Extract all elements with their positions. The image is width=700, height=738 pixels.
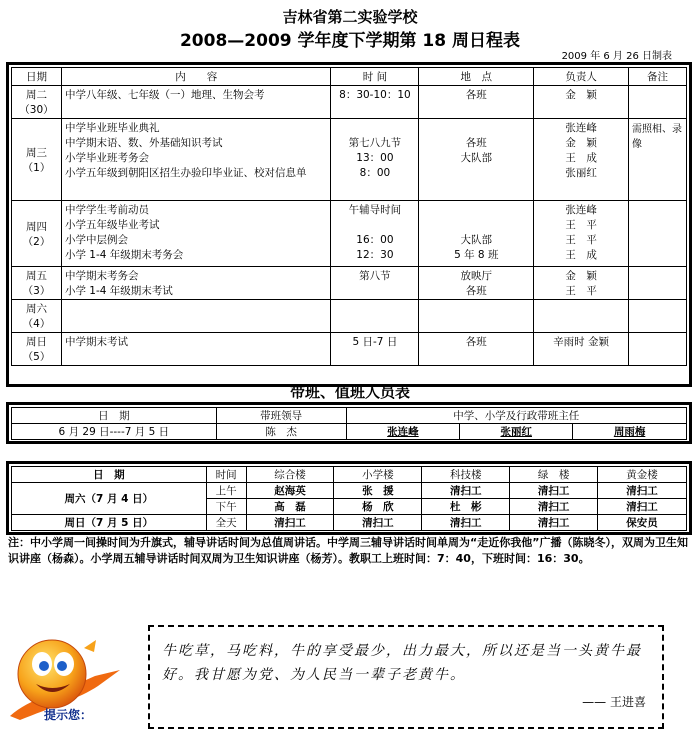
schedule-owner-line: 张连峰: [565, 204, 597, 216]
schedule-content-line: 中学期末考务会: [64, 270, 139, 282]
schedule-day: [12, 267, 62, 300]
tip-label: 提示您：: [44, 708, 93, 722]
schedule-time-line: [334, 217, 415, 232]
schedule-day: [12, 201, 62, 267]
schedule-time-line: 5 日-7 日: [352, 336, 398, 348]
schedule-header-row: [12, 68, 687, 86]
schedule-note: [629, 267, 687, 300]
schedule-content-line: 中学学生考前动员: [64, 204, 149, 216]
schedule-content: [61, 119, 331, 201]
schedule-place-line: 大队部: [460, 152, 493, 164]
quote-box: [148, 625, 664, 729]
duty-teacher: 张丽红: [500, 426, 532, 438]
weekend-header-date: 日 期: [12, 467, 207, 483]
schedule-content-line: 小学中层例会: [64, 234, 128, 246]
schedule-time-line: 13：00: [356, 152, 394, 164]
day-name: 周六: [25, 303, 47, 315]
weekend-cell: 张 援: [334, 483, 422, 499]
schedule-content-line: 小学毕业班考务会: [64, 152, 149, 164]
weekend-cell: 清扫工: [422, 483, 510, 499]
schedule-time: [331, 119, 419, 201]
weekend-cell: 杨 欣: [334, 499, 422, 515]
weekend-cell: 赵海英: [246, 483, 334, 499]
weekend-header-building: 黄金楼: [598, 467, 687, 483]
schedule-content-line: 中学毕业班毕业典礼: [64, 122, 160, 134]
schedule-place-line: [422, 202, 530, 217]
schedule-owner: [534, 333, 629, 366]
duty-frame: [6, 402, 692, 444]
schedule-owner-line: 辛雨时 金颖: [553, 336, 610, 348]
weekend-cell: 清扫工: [510, 483, 598, 499]
footnote: 注：中小学周一间操时间为升旗式，辅导讲话时间为总值周讲话。中学周三辅导讲话时间单周为“走近你我他”广播（陈晓冬），双周为卫生知识讲座（杨森）。小学周五辅导讲话时间双周为卫生知识讲座（杨芳）。教职工上班时间：7：40，下班时间：16：30。: [8, 536, 688, 565]
schedule-owner-line: 张丽红: [565, 167, 597, 179]
schedule-row: [12, 119, 687, 201]
schedule-owner-line: 张连峰: [565, 122, 597, 134]
school-name: 吉林省第二实验学校: [282, 8, 418, 26]
made-date: 2009 年 6 月 26 日制表: [562, 47, 672, 63]
schedule-owner: [534, 86, 629, 119]
schedule-time: [331, 267, 419, 300]
day-name: 周四: [25, 220, 47, 233]
schedule-place-line: [422, 165, 530, 180]
weekend-sun: 周日（7 月 5 日）: [12, 515, 207, 531]
schedule-day: [12, 86, 62, 119]
schedule-time: [331, 201, 419, 267]
schedule-content-line: 小学 1-4 年级期末考试: [64, 285, 173, 297]
duty-title: 带班、值班人员表: [289, 383, 410, 401]
schedule-row: [12, 333, 687, 366]
weekend-row: [12, 483, 687, 499]
schedule-place-line: 各班: [465, 285, 487, 297]
schedule-place: [419, 333, 534, 366]
header-content: 内 容: [61, 68, 331, 86]
schedule-content-line: 小学五年级到朝阳区招生办验印毕业证、校对信息单: [64, 167, 307, 179]
duty-table: [11, 407, 687, 440]
header-owner: 负责人: [534, 68, 629, 86]
schedule-note: [629, 300, 687, 333]
schedule-owner: [534, 201, 629, 267]
duty-header-row: [12, 408, 687, 424]
schedule-place-line: 大队部: [460, 234, 493, 246]
schedule-owner-line: [537, 301, 625, 316]
schedule-time-line: 16：00: [356, 234, 394, 246]
schedule-place: [419, 201, 534, 267]
schedule-owner: [534, 300, 629, 333]
day-name: 周日: [25, 336, 47, 348]
schedule-content: [61, 86, 331, 119]
duty-teacher: 张连峰: [387, 426, 419, 438]
duty-header-leader: 带班领导: [216, 408, 346, 424]
schedule-content: [61, 300, 331, 333]
weekend-time: 全天: [206, 515, 246, 531]
weekend-time: 下午: [206, 499, 246, 515]
schedule-row: [12, 201, 687, 267]
duty-header-date: 日 期: [12, 408, 217, 424]
schedule-owner-line: 王 成: [565, 249, 597, 261]
schedule-owner-line: 王 平: [565, 219, 597, 231]
duty-row: [12, 424, 687, 440]
weekend-cell: 清扫工: [598, 483, 687, 499]
schedule-place-line: [422, 120, 530, 135]
header-time: 时 间: [331, 68, 419, 86]
weekend-cell: 清扫工: [510, 515, 598, 531]
schedule-title: 2008—2009 学年度下学期第 18 周日程表: [179, 31, 521, 51]
schedule-owner-line: 王 平: [565, 234, 597, 246]
day-name: 周三: [25, 146, 47, 159]
schedule-content-line: [65, 301, 328, 316]
schedule-row: [12, 86, 687, 119]
weekend-cell: 杜 彬: [422, 499, 510, 515]
schedule-day: [12, 119, 62, 201]
schedule-place-line: [422, 217, 530, 232]
header-note: 备注: [629, 68, 687, 86]
weekend-header-time: 时间: [206, 467, 246, 483]
schedule-place-line: 5 年 8 班: [454, 249, 499, 261]
schedule-content-line: 中学期末语、数、外基础知识考试: [64, 137, 223, 149]
schedule-time-line: 12：30: [356, 249, 394, 261]
weekend-cell: 清扫工: [334, 515, 422, 531]
schedule-time-line: 8：30-10：10: [339, 89, 411, 101]
schedule-time-line: 午辅导时间: [348, 204, 402, 216]
schedule-frame: [6, 62, 692, 387]
weekend-sat: 周六（7 月 4 日）: [12, 483, 207, 515]
schedule-place-line: 各班: [465, 336, 487, 348]
weekend-header-row: [12, 467, 687, 483]
mascot-hand: [84, 640, 96, 652]
schedule-row: [12, 267, 687, 300]
schedule-owner-line: 王 成: [565, 152, 597, 164]
weekend-cell: 清扫工: [246, 515, 334, 531]
header-place: 地 点: [419, 68, 534, 86]
weekend-header-building: 小学楼: [334, 467, 422, 483]
mascot-pupil: [39, 661, 49, 671]
weekend-time: 上午: [206, 483, 246, 499]
schedule-content-line: 小学 1-4 年级期末考务会: [64, 249, 184, 261]
schedule-place-line: 放映厅: [460, 270, 493, 282]
weekend-frame: [6, 461, 692, 535]
schedule-content-line: 中学八年级、七年级（一）地理、生物会考: [64, 89, 265, 101]
schedule-content: [61, 333, 331, 366]
quote-author: —— 王进喜: [582, 695, 646, 709]
schedule-day: [12, 333, 62, 366]
schedule-place-line: 各班: [465, 137, 487, 149]
schedule-content: [61, 267, 331, 300]
weekend-row: [12, 515, 687, 531]
duty-date: 6 月 29 日----7 月 5 日: [12, 424, 217, 440]
weekend-cell: 清扫工: [510, 499, 598, 515]
schedule-time: [331, 333, 419, 366]
schedule-place-line: [422, 301, 530, 316]
schedule-place: [419, 267, 534, 300]
schedule-time: [331, 300, 419, 333]
schedule-owner: [534, 267, 629, 300]
schedule-place: [419, 300, 534, 333]
schedule-time-line: [334, 283, 415, 298]
day-number: （3）: [22, 285, 51, 297]
schedule-time-line: 第七八九节: [348, 137, 402, 149]
schedule-place: [419, 86, 534, 119]
schedule-note: 需照相、录像: [629, 119, 687, 201]
schedule-time: [331, 86, 419, 119]
schedule-note: [629, 333, 687, 366]
schedule-day: [12, 300, 62, 333]
schedule-time-line: [334, 301, 415, 316]
weekend-header-building: 科技楼: [422, 467, 510, 483]
weekend-cell: 高 磊: [246, 499, 334, 515]
schedule-content-line: 中学期末考试: [64, 336, 128, 348]
duty-leader: 陈 杰: [216, 424, 346, 440]
schedule-time-line: 8：00: [359, 167, 391, 179]
day-name: 周五: [25, 270, 47, 282]
day-number: （4）: [22, 318, 51, 330]
mascot-pupil: [57, 661, 67, 671]
schedule-time-line: 第八节: [359, 270, 391, 282]
schedule-note: [629, 201, 687, 267]
day-name: 周二: [25, 89, 47, 101]
weekend-table: [11, 466, 687, 531]
weekend-cell: 清扫工: [598, 499, 687, 515]
weekend-cell: 清扫工: [422, 515, 510, 531]
schedule-owner-line: 王 平: [565, 285, 597, 297]
mascot-head: [18, 640, 86, 708]
day-number: （30）: [19, 104, 54, 116]
weekend-cell: 保安员: [598, 515, 687, 531]
schedule-owner-line: 金 颖: [565, 89, 597, 101]
schedule-time-line: [334, 120, 415, 135]
duty-teacher: 周雨梅: [613, 426, 646, 438]
schedule-row: [12, 300, 687, 333]
schedule-note: [629, 86, 687, 119]
schedule-place: [419, 119, 534, 201]
schedule-content-line: 小学五年级毕业考试: [64, 219, 160, 231]
header-date: 日期: [12, 68, 62, 86]
schedule-owner: [534, 119, 629, 201]
schedule-owner-line: 金 颖: [565, 270, 597, 282]
duty-header-teachers: 中学、小学及行政带班主任: [346, 408, 687, 424]
weekend-header-building: 综合楼: [246, 467, 334, 483]
schedule-place-line: 各班: [465, 89, 487, 101]
schedule-content: [61, 201, 331, 267]
day-number: （1）: [22, 161, 51, 174]
weekend-header-building: 绿 楼: [510, 467, 598, 483]
schedule-table: [11, 67, 687, 366]
day-number: （5）: [22, 351, 51, 363]
quote-text: 牛吃草，马吃料，牛的享受最少，出力最大，所以还是当一头黄牛最好。我甘愿为党、为人民当一辈子老黄牛。: [162, 643, 642, 683]
day-number: （2）: [22, 235, 51, 248]
schedule-owner-line: 金 颖: [565, 137, 597, 149]
